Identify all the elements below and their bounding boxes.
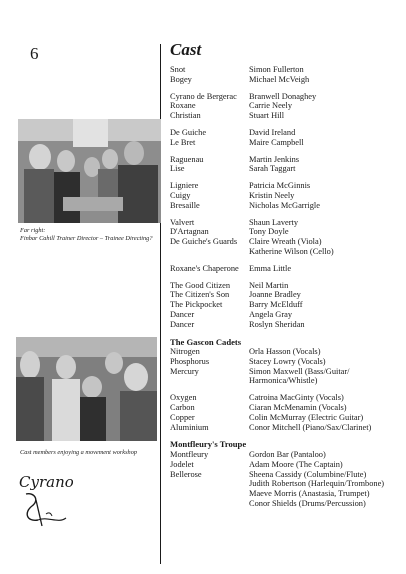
actor-name: Simon Fullerton: [249, 65, 304, 74]
role-name: The Citizen's Son: [170, 290, 230, 300]
actor-name: Barry McElduff: [249, 300, 303, 310]
actor-name: Sarah Taggart: [249, 164, 296, 174]
actor-name: Colin McMurray (Electric Guitar): [249, 412, 364, 422]
cast-row: [170, 423, 400, 433]
cast-group: [170, 393, 400, 432]
role-name: Roxane: [170, 101, 196, 111]
cast-row: [170, 403, 400, 413]
cast-row: [170, 367, 400, 377]
rehearsal-photo: [18, 119, 161, 223]
cast-row: [170, 376, 400, 386]
cast-row: [170, 138, 400, 148]
svg-text:Cyrano: Cyrano: [19, 473, 73, 491]
actor-name: Gordon Bar (Pantaloo): [249, 449, 326, 459]
actor-name: Nicholas McGarrigle: [249, 200, 320, 210]
cast-row: [170, 470, 400, 480]
role-name: Cyrano de Bergerac: [170, 91, 237, 101]
actor-name: David Ireland: [249, 127, 296, 137]
actor-name: Claire Wreath (Viola): [249, 237, 322, 247]
cast-group: [170, 439, 400, 508]
role-name: Le Bret: [170, 137, 196, 147]
caption-line: Far right:: [20, 227, 46, 234]
role-name: Carbon: [170, 403, 195, 413]
role-name: [170, 247, 249, 257]
role-name: [170, 489, 249, 499]
cast-row: [170, 164, 400, 174]
role-name: Ligniere: [170, 181, 199, 191]
cast-group: [170, 337, 400, 387]
actor-name: Stacey Lowry (Vocals): [249, 356, 326, 366]
role-name: The Pickpocket: [170, 300, 223, 310]
workshop-photo: [16, 337, 157, 441]
role-name: Cuigy: [170, 190, 191, 200]
actor-name: Neil Martin: [249, 280, 289, 290]
cast-group: [170, 264, 400, 274]
cast-row: [170, 300, 400, 310]
cast-row: [170, 128, 400, 138]
cast-group: [170, 181, 400, 210]
cast-group: [170, 281, 400, 330]
actor-name: Kristin Neely: [249, 190, 295, 200]
actor-name: Branwell Donaghey: [249, 91, 317, 101]
actor-name: Carrie Neely: [249, 101, 293, 111]
cast-group: [170, 155, 400, 175]
cast-row: [170, 218, 400, 228]
role-name: Nitrogen: [170, 347, 200, 357]
cast-row: [170, 347, 400, 357]
cast-row: [170, 191, 400, 201]
role-name: De Guiche: [170, 127, 207, 137]
cast-row: [170, 479, 400, 489]
actor-name: Stuart Hill: [249, 111, 285, 121]
role-name: [170, 499, 249, 509]
cast-row: [170, 393, 400, 403]
photo1-caption: [20, 227, 152, 243]
role-name: [170, 376, 249, 386]
group-heading: The Gascon Cadets: [170, 336, 242, 347]
cast-row: [170, 227, 400, 237]
role-name: Bellerose: [170, 469, 202, 479]
role-name: Bogey: [170, 74, 192, 84]
actor-name: Ciaran McMenamin (Vocals): [249, 403, 347, 413]
cast-row: [170, 92, 400, 102]
cast-row: [170, 264, 400, 274]
actor-name: Michael McVeigh: [249, 74, 310, 84]
role-name: Christian: [170, 111, 201, 121]
role-name: Dancer: [170, 319, 195, 329]
cast-row: [170, 201, 400, 211]
cast-row: [170, 181, 400, 191]
role-name: Oxygen: [170, 393, 197, 403]
cast-group: [170, 92, 400, 121]
role-name: Snot: [170, 65, 186, 74]
cast-list: [170, 65, 400, 516]
actor-name: Patricia McGinnis: [249, 181, 311, 191]
actor-name: Joanne Bradley: [249, 290, 301, 300]
page-title: Cast: [170, 40, 202, 59]
actor-name: Sheena Cassidy (Columbine/Flute): [249, 469, 367, 479]
cast-group: [170, 128, 400, 148]
actor-name: Roslyn Sheridan: [249, 319, 305, 329]
cast-row: [170, 357, 400, 367]
photo2-caption: Cast members enjoying a movement workshop: [20, 449, 137, 456]
cast-row: [170, 320, 400, 330]
actor-name: Tony Doyle: [249, 227, 289, 237]
actor-name: Conor Shields (Drums/Percussion): [249, 498, 366, 508]
actor-name: Maeve Morris (Anastasia, Trumpet): [249, 489, 370, 499]
actor-name: Adam Moore (The Captain): [249, 459, 343, 469]
page-number: 6: [30, 44, 39, 63]
cast-row: [170, 489, 400, 499]
actor-name: Simon Maxwell (Bass/Guitar/: [249, 366, 350, 376]
cast-row: [170, 281, 400, 291]
cast-group: [170, 218, 400, 257]
role-name: Mercury: [170, 366, 199, 376]
role-name: Aluminium: [170, 422, 209, 432]
cast-row: [170, 101, 400, 111]
role-name: D'Artagnan: [170, 227, 209, 237]
cast-row: [170, 237, 400, 247]
role-name: [170, 479, 249, 489]
actor-name: Angela Gray: [249, 309, 293, 319]
actor-name: Judith Robertson (Harlequin/Trombone): [249, 479, 385, 489]
role-name: Copper: [170, 412, 195, 422]
cast-row: [170, 499, 400, 509]
role-name: Dancer: [170, 309, 195, 319]
actor-name: Harmonica/Whistle): [249, 376, 318, 386]
role-name: Montfleury: [170, 449, 209, 459]
cast-row: [170, 460, 400, 470]
cyrano-logo: [18, 470, 73, 532]
cast-row: [170, 413, 400, 423]
cast-row: [170, 450, 400, 460]
actor-name: Emma Little: [249, 263, 292, 273]
caption-line: Finbar Cahill Trainer Director – Trainee Directing?: [20, 235, 153, 242]
actor-name: Shaun Laverty: [249, 217, 299, 227]
role-name: Roxane's Chaperone: [170, 263, 239, 273]
actor-name: Maire Campbell: [249, 137, 304, 147]
role-name: Bresaille: [170, 200, 200, 210]
actor-name: Catroina MacGinty (Vocals): [249, 393, 344, 403]
cast-row: [170, 75, 400, 85]
role-name: Raguenau: [170, 154, 204, 164]
cast-row: [170, 310, 400, 320]
actor-name: Conor Mitchell (Piano/Sax/Clarinet): [249, 422, 372, 432]
group-heading: Montfleury's Troupe: [170, 439, 247, 450]
role-name: Valvert: [170, 217, 195, 227]
cast-row: [170, 65, 400, 75]
cast-row: [170, 247, 400, 257]
cast-row: [170, 290, 400, 300]
role-name: Phosphorus: [170, 356, 210, 366]
role-name: The Good Citizen: [170, 280, 231, 290]
actor-name: Katherine Wilson (Cello): [249, 246, 334, 256]
cast-group: [170, 65, 400, 85]
actor-name: Orla Hasson (Vocals): [249, 347, 321, 357]
cast-row: [170, 155, 400, 165]
role-name: Lise: [170, 164, 185, 174]
role-name: Jodelet: [170, 459, 194, 469]
cast-row: [170, 111, 400, 121]
actor-name: Martin Jenkins: [249, 154, 300, 164]
role-name: De Guiche's Guards: [170, 237, 238, 247]
